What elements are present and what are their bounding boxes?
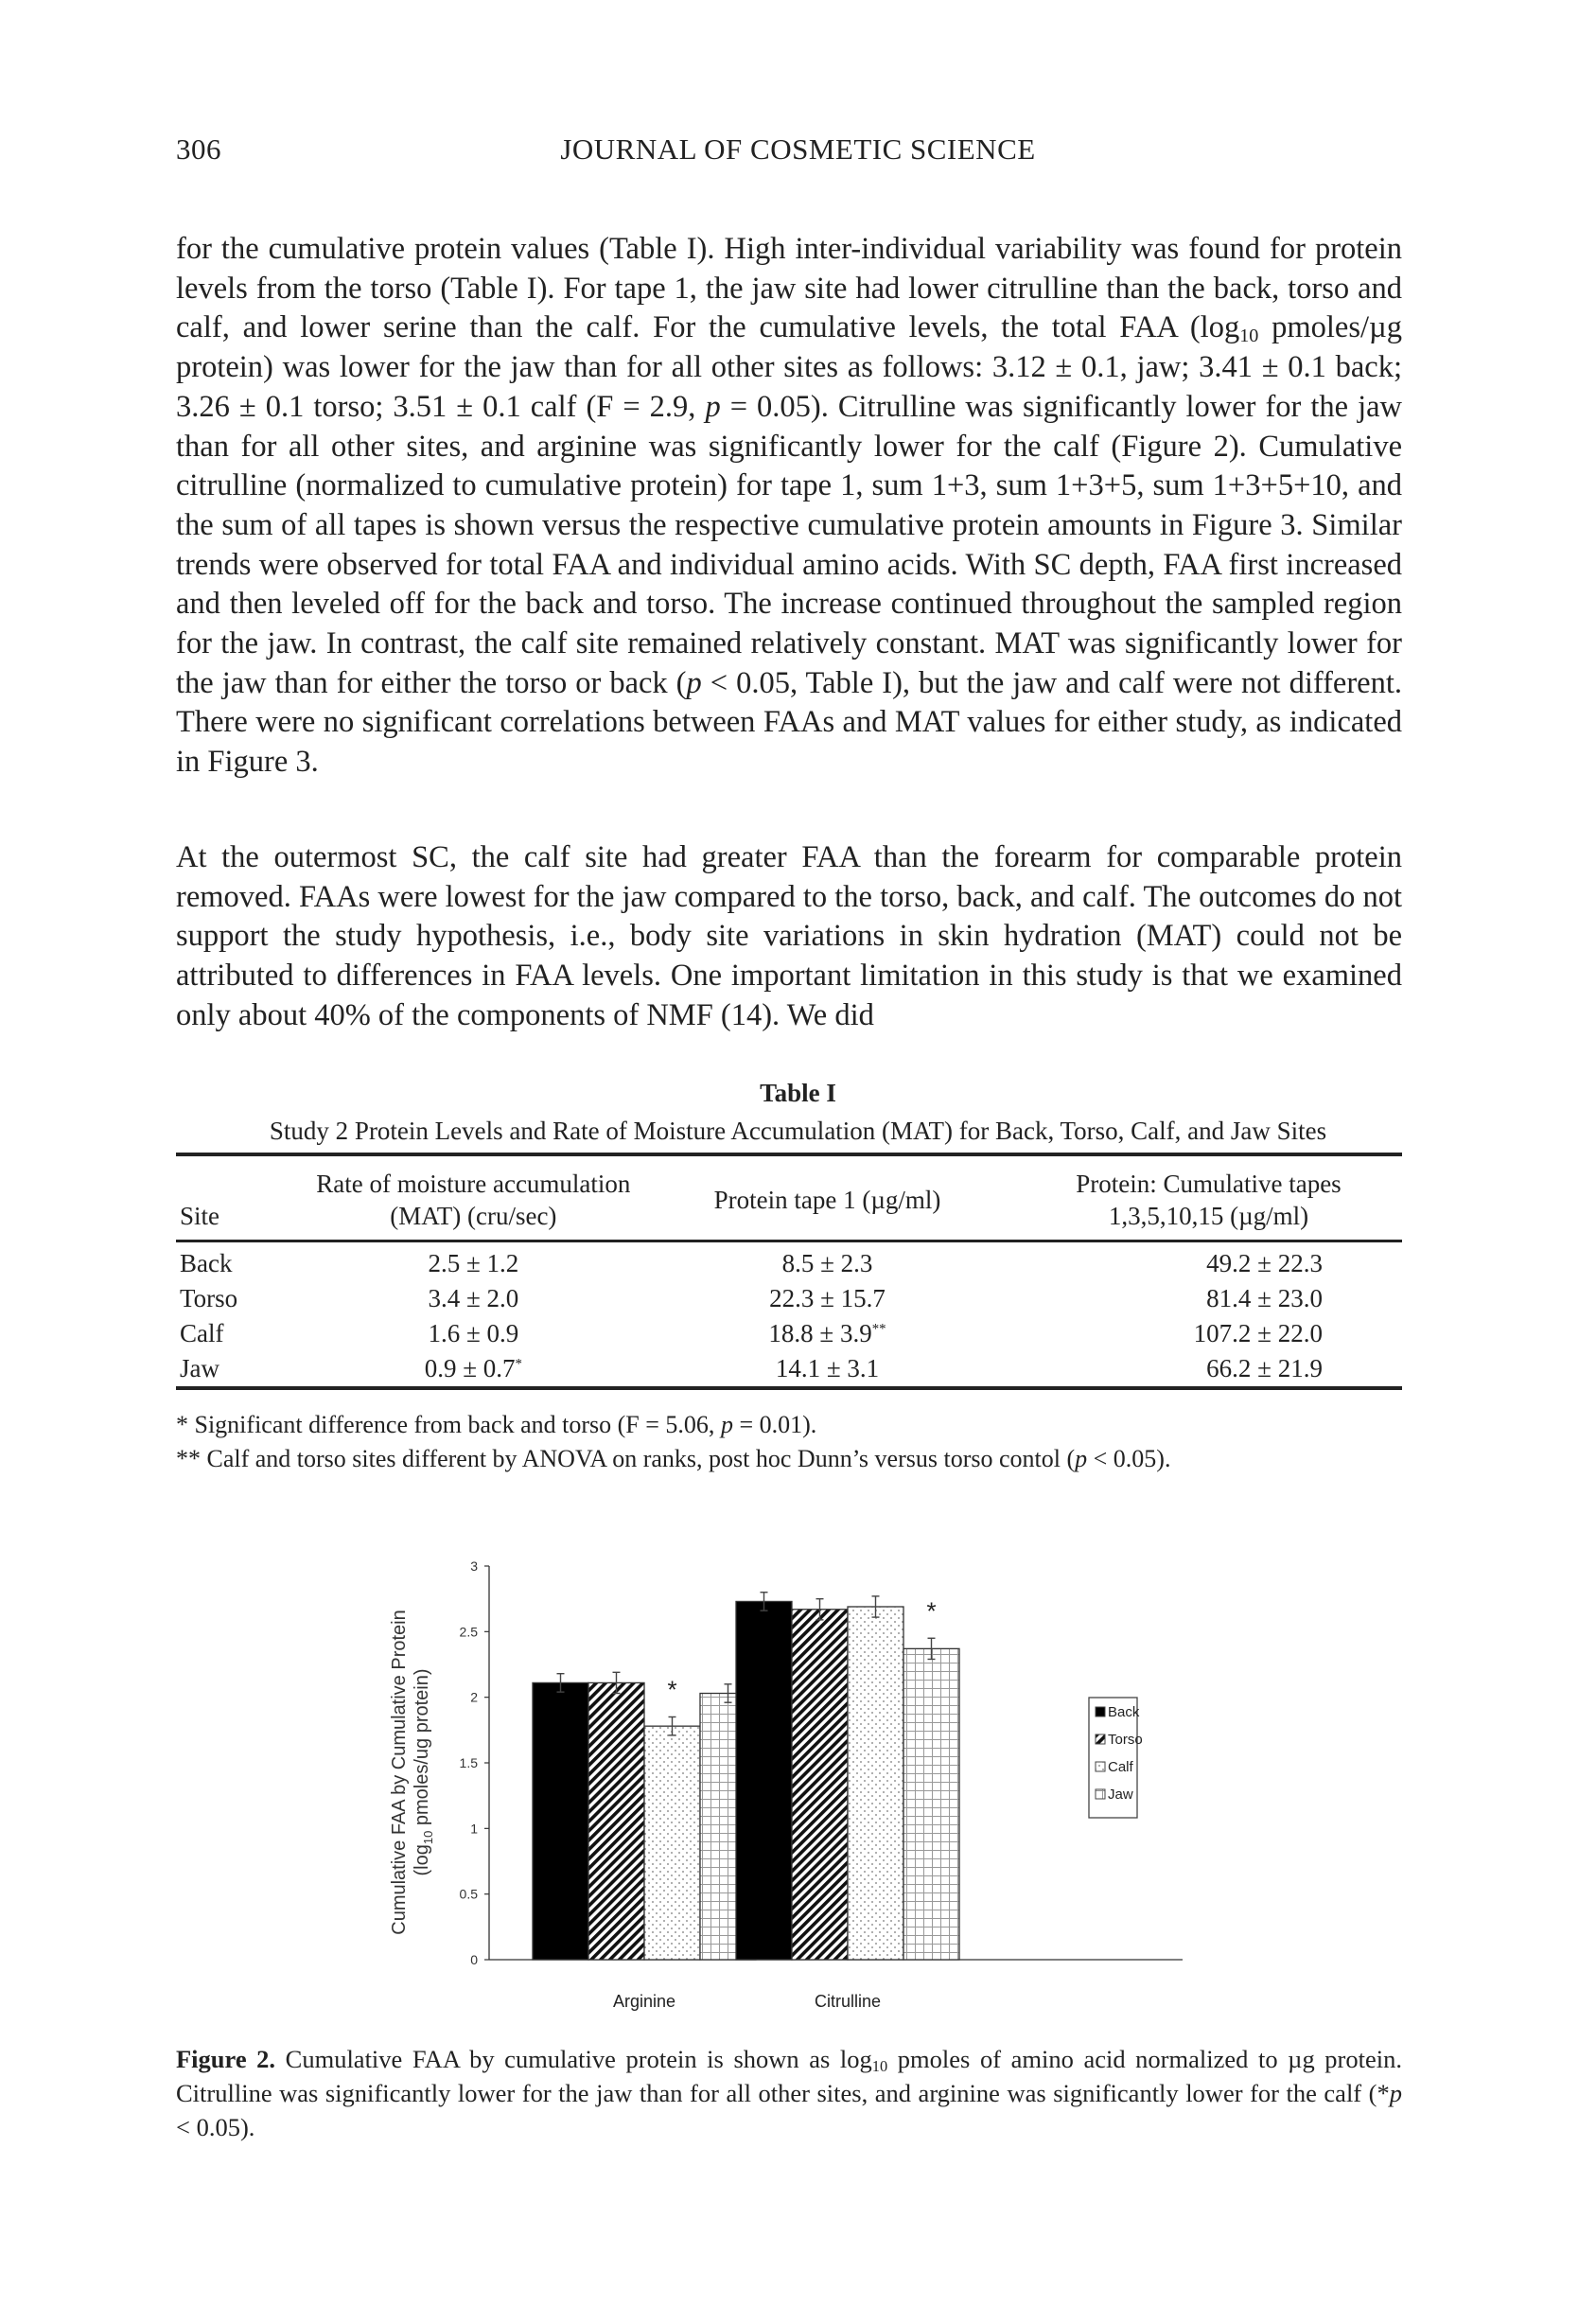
paragraph-text: < 0.05, Table I), but the jaw and calf were not different. There were no significant correlations between FAAs and MAT values for either study, as indicated in Figure 3. — [176, 665, 1402, 780]
cell-protein-tape1-value: 14.1 ± 3.1 — [775, 1354, 880, 1382]
header-mat — [307, 1154, 640, 1241]
cell-protein-tape1 — [640, 1281, 1015, 1316]
y-tick-label: 3 — [470, 1558, 478, 1574]
body-paragraph-1 — [176, 230, 1402, 791]
y-tick-label: 2 — [470, 1689, 478, 1705]
figure-2-chart — [378, 1552, 1230, 2025]
y-tick-label: 0 — [470, 1952, 478, 1967]
cell-site-value: Jaw — [180, 1354, 219, 1382]
y-axis-label-part: pmoles/ug protein) — [412, 1668, 432, 1831]
cell-mat — [307, 1241, 640, 1282]
cell-cumulative — [1015, 1316, 1402, 1351]
x-category-label: Citrulline — [814, 1992, 882, 2011]
y-axis-label-part: 10 — [421, 1830, 435, 1845]
cell-cumulative-value: 107.2 ± 22.0 — [1193, 1319, 1323, 1347]
significance-mark: ** — [871, 1321, 886, 1337]
legend-swatch-torso — [1096, 1734, 1105, 1744]
paragraph-text: = 0.05). Citrulline was significantly lower for the jaw than for all other sites, and arginine was significantly lower for the calf (Figure 2). Cumulative citrulline (normalized to cumulative protein) for tape 1, sum 1+3, sum 1+3+5, sum 1+3+5+10, and the sum of all tapes is shown versus the respective cumulative protein amounts in Figure 3. Similar trends were observed for total FAA and individual amino acids. With SC depth, FAA first increased and then leveled off for the back and torso. The increase continued throughout the sampled region for the jaw. In contrast, the calf site remained relatively constant. MAT was significantly lower for the jaw than for either the torso or back ( — [176, 389, 1402, 700]
table-title: Table I — [760, 1079, 836, 1107]
cell-mat-value: 2.5 ± 1.2 — [428, 1249, 519, 1277]
p-value-symbol: p — [720, 1411, 733, 1438]
legend-swatch-jaw — [1096, 1789, 1105, 1799]
cell-mat — [307, 1281, 640, 1316]
cell-site-value: Calf — [180, 1319, 224, 1347]
figure-caption — [176, 2042, 1402, 2144]
legend-label-back: Back — [1108, 1704, 1140, 1720]
paragraph-text: At the outermost SC, the calf site had greater FAA than the forearm for comparable protein removed. FAAs were lowest for the jaw compared to the torso, back, and calf. The outcomes do not support the study hypothesis, i.e., body site variations in skin hydration (MAT) could not be attributed to differences in FAA levels. One important limitation in this study is that we examined only about 40% of the components of NMF (14). We did — [176, 840, 1402, 1032]
header-protein-tape1: Protein tape 1 (µg/ml) — [713, 1186, 941, 1214]
cell-cumulative — [1015, 1281, 1402, 1316]
header-mat-line1: Rate of moisture accumulation — [316, 1170, 631, 1198]
y-axis-label: Cumulative FAA by Cumulative Protein — [389, 1610, 410, 1935]
bar-citrulline-jaw — [903, 1648, 959, 1960]
cell-cumulative-value: 81.4 ± 23.0 — [1206, 1284, 1323, 1312]
bar-citrulline-back — [736, 1601, 792, 1960]
cell-site — [176, 1281, 307, 1316]
header-cumulative-line1: Protein: Cumulative tapes — [1076, 1170, 1342, 1198]
running-head: JOURNAL OF COSMETIC SCIENCE — [560, 132, 1036, 166]
significance-mark: * — [515, 1356, 522, 1372]
header-site: Site — [180, 1202, 220, 1230]
data-table — [176, 1153, 1402, 1390]
bar-arginine-back — [533, 1682, 588, 1960]
cell-site — [176, 1316, 307, 1351]
cell-protein-tape1 — [640, 1241, 1015, 1282]
legend-label-torso: Torso — [1108, 1732, 1143, 1748]
legend-swatch-calf — [1096, 1762, 1105, 1771]
subscript: 10 — [1239, 326, 1259, 347]
bar-citrulline-torso — [792, 1610, 848, 1960]
cell-site-value: Torso — [180, 1284, 238, 1312]
body-paragraph-2 — [176, 838, 1402, 1045]
figure-label: Figure 2. — [176, 2045, 276, 2073]
footnote-2 — [176, 1442, 1406, 1476]
table-row — [176, 1351, 1402, 1388]
table-subtitle: Study 2 Protein Levels and Rate of Moisture Accumulation (MAT) for Back, Torso, Calf, and Jaw Sites — [269, 1117, 1327, 1145]
y-tick-label: 2.5 — [459, 1624, 478, 1640]
cell-cumulative-value: 49.2 ± 22.3 — [1206, 1249, 1323, 1277]
table-row — [176, 1241, 1402, 1282]
table-footnotes — [176, 1408, 1406, 1476]
cell-mat — [307, 1351, 640, 1388]
bar-arginine-calf — [644, 1726, 700, 1960]
p-value-symbol: p — [1075, 1445, 1088, 1472]
cell-site — [176, 1241, 307, 1282]
legend-swatch-back — [1096, 1707, 1105, 1716]
caption-text: < 0.05). — [176, 2113, 255, 2141]
header-cumulative-line2: 1,3,5,10,15 (µg/ml) — [1108, 1202, 1309, 1230]
legend-label-jaw: Jaw — [1108, 1787, 1133, 1803]
footnote-1 — [176, 1408, 1406, 1442]
x-category-label: Arginine — [612, 1992, 676, 2011]
significance-asterisk: * — [926, 1596, 937, 1626]
subscript: 10 — [871, 2057, 888, 2076]
caption-text: Cumulative FAA by cumulative protein is shown as log — [275, 2045, 872, 2073]
cell-cumulative — [1015, 1241, 1402, 1282]
y-tick-label: 1.5 — [459, 1755, 478, 1770]
footnote-text: ** Calf and torso sites different by ANOVA on ranks, post hoc Dunn’s versus torso contol ( — [176, 1445, 1076, 1472]
y-axis-label-part: (log — [412, 1844, 432, 1876]
cell-mat-value: 1.6 ± 0.9 — [428, 1319, 519, 1347]
y-tick-label: 1 — [470, 1821, 478, 1837]
cell-protein-tape1-value: 22.3 ± 15.7 — [769, 1284, 886, 1312]
table-row — [176, 1281, 1402, 1316]
cell-site-value: Back — [180, 1249, 233, 1277]
cell-protein-tape1-value: 8.5 ± 2.3 — [781, 1249, 873, 1277]
paragraph-text: pmoles/µg protein) was lower for the jaw than for all other sites as follows: 3.12 ± 0.1, jaw; 3.41 ± 0.1 back; 3.26 ± 0.1 torso; 3.51 ± 0.1 calf (F = 2.9, — [176, 310, 1403, 424]
y-axis-label-units — [412, 1668, 435, 1875]
header-cumulative — [1015, 1154, 1402, 1241]
cell-cumulative-value: 66.2 ± 21.9 — [1206, 1354, 1323, 1382]
bar-citrulline-calf — [848, 1607, 903, 1960]
significance-asterisk: * — [667, 1675, 677, 1704]
paragraph-text: for the cumulative protein values (Table I). High inter-individual variability was found for protein levels from the torso (Table I). For tape 1, the jaw site had lower citrulline than the back, torso and calf, and lower serine than the calf. For the cumulative levels, the total FAA (log — [176, 232, 1402, 345]
footnote-text: = 0.01). — [732, 1411, 817, 1438]
cell-mat — [307, 1316, 640, 1351]
cell-mat-value: 0.9 ± 0.7 — [424, 1354, 516, 1382]
table-header-row — [176, 1154, 1402, 1241]
p-value-symbol: p — [705, 389, 721, 424]
caption-text: pmoles of amino acid normalized to µg protein. Citrulline was significantly lower for the jaw than for all other sites, and arginine was significantly lower for the calf (* — [176, 2045, 1402, 2107]
cell-mat-value: 3.4 ± 2.0 — [428, 1284, 519, 1312]
cell-protein-tape1 — [640, 1351, 1015, 1388]
footnote-text: * Significant difference from back and torso (F = 5.06, — [176, 1411, 721, 1438]
y-tick-label: 0.5 — [459, 1886, 478, 1902]
cell-protein-tape1 — [640, 1316, 1015, 1351]
table-row — [176, 1316, 1402, 1351]
page-number: 306 — [176, 132, 221, 166]
legend-label-calf: Calf — [1108, 1759, 1133, 1775]
cell-protein-tape1-value: 18.8 ± 3.9 — [768, 1319, 872, 1347]
cell-cumulative — [1015, 1351, 1402, 1388]
p-value-symbol: p — [1389, 2079, 1402, 2107]
footnote-text: < 0.05). — [1087, 1445, 1171, 1472]
p-value-symbol: p — [686, 665, 702, 700]
bar-arginine-torso — [588, 1682, 644, 1960]
bar-chart — [378, 1552, 1230, 2025]
cell-site — [176, 1351, 307, 1388]
header-mat-line2: (MAT) (cru/sec) — [390, 1202, 557, 1230]
